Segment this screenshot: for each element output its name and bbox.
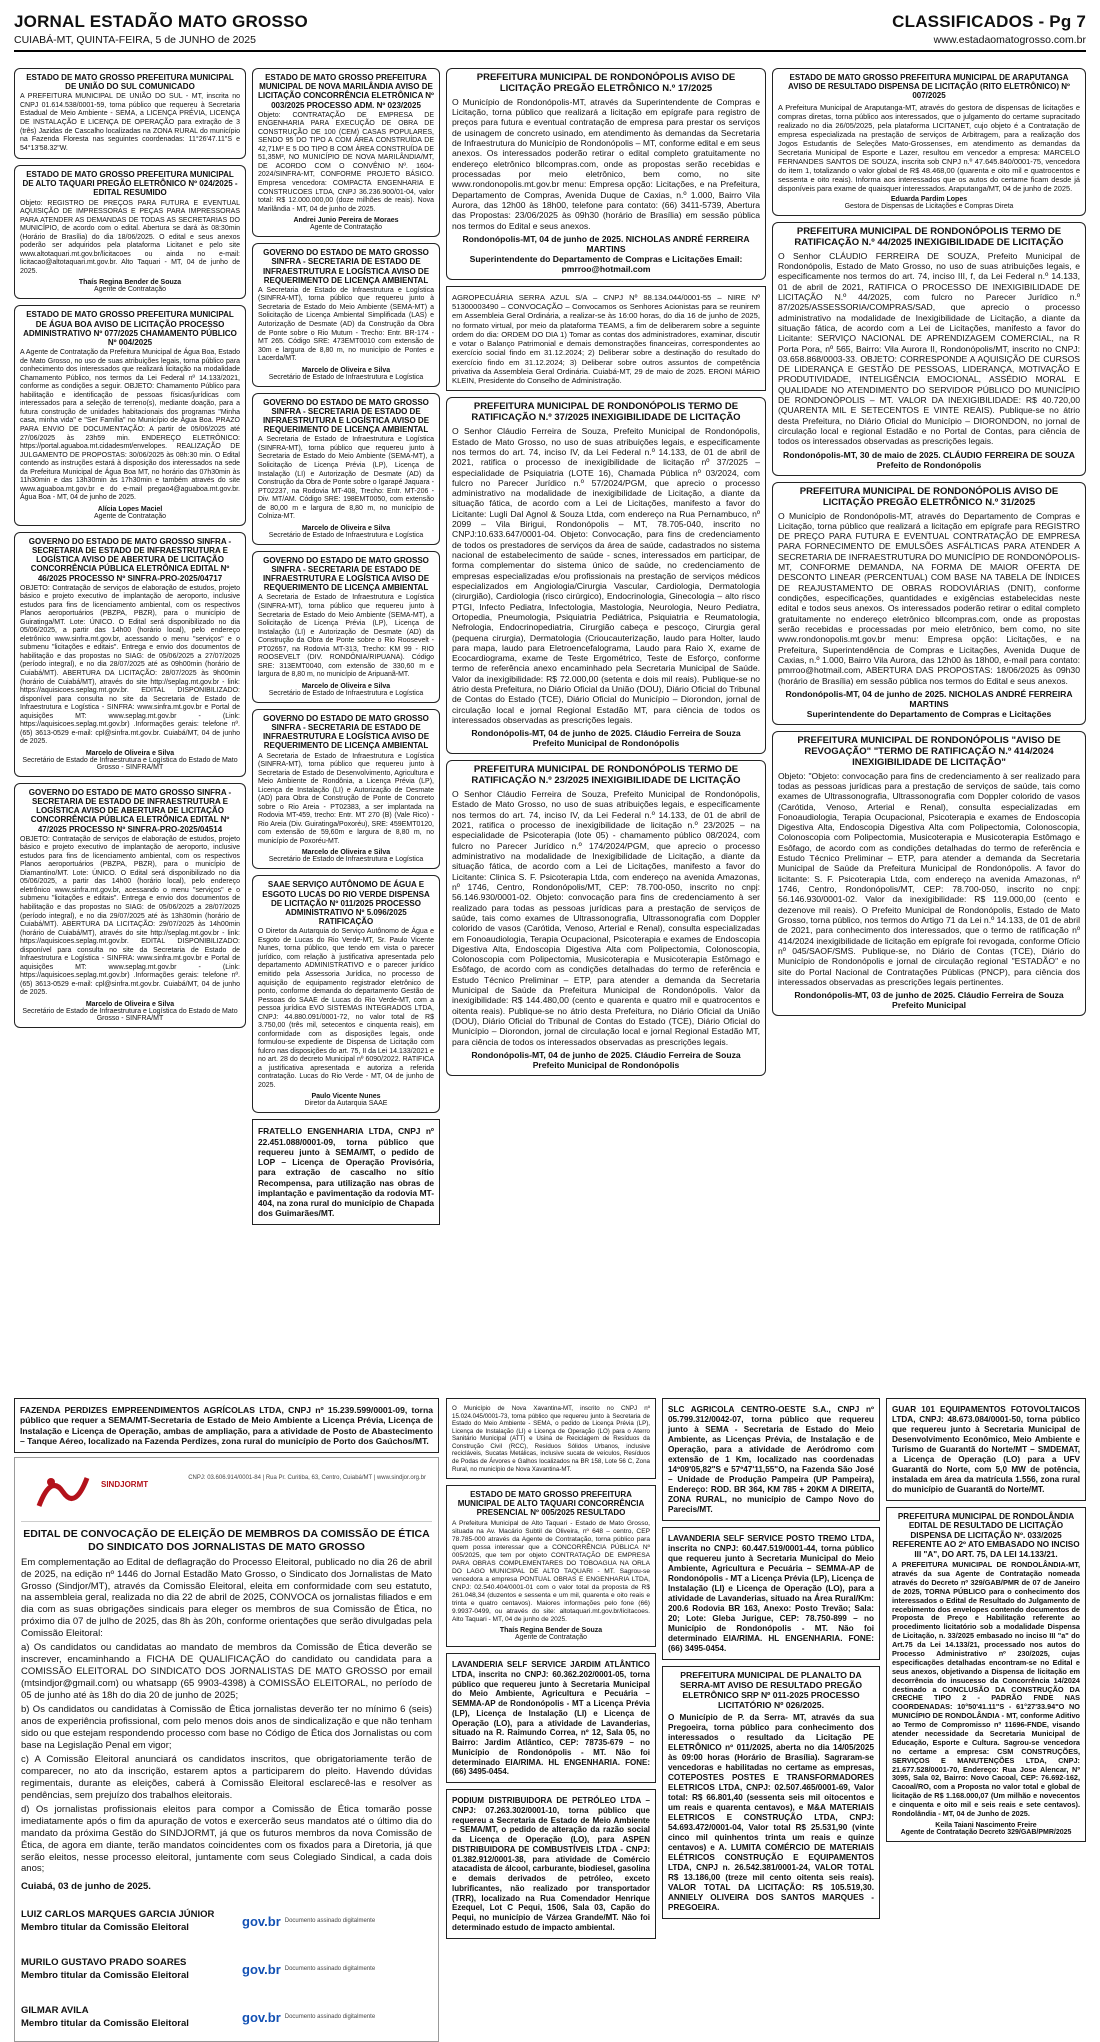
- notice-title: SAAE SERVIÇO AUTÔNOMO DE ÁGUA E ESGOTO LUCAS DO RIO VERDE DISPENSA DE LICITAÇÃO Nº 011/2025 PROCESSO ADMINISTRATIVO Nº 5.096/2025 RATIFICAÇÃO: [262, 880, 430, 927]
- notice-role: Agente de Contratação: [310, 224, 382, 232]
- notice-rondolandia: [886, 1507, 1086, 1842]
- notice-body: A Secretaria de Estado de Infraestrutura e Logística (SINFRA-MT), torna público que requereu junto à Secretaria de Estado do Meio Ambiente (SEMA-MT), a Solicitação de Licença Prévia (LP), Licença de Instalação (LI) e Autorização de Desmate (AD) da Construção da Obra de Ponte sobre o Igarapé Jaquara - PT02237, na Rodovia MT-408, Trecho: Entr. MT-206 - Div. MT/AM. Código SRE: 198EMT0050, com extensão de 80,00 m e largura de 8,80 m, no município de Colniza-MT.: [258, 436, 434, 521]
- notice-lavanderia-tremo: [662, 1527, 880, 1660]
- section-title: CLASSIFICADOS - Pg 7: [892, 12, 1086, 31]
- notice-slc-agricola: [662, 1398, 880, 1521]
- notice-body: A Secretaria de Estado de Infraestrutura e Logística (SINFRA-MT), torna público que requereu junto à Secretaria de Estado do Meio Ambiente (SEMA-MT), a Solicitação de Licença Prévia (LP), Licença de Instalação (LI) e Autorização de Desmate (AD) da Construção da Obra de Ponte sobre o Rio Roosevelt - PT02657, na Rodovia MT-313, Trecho: KM 99 - RIO ROOSEVELT (DIV. RONDÔNIA/RIPUANA). Código SRE: 313EMT0040, com extensão de 330,60 m e largura de 8,80 m, no município de Aripuanã-MT.: [258, 594, 434, 679]
- notice-saae-lucas: [252, 875, 440, 1113]
- notice-body: A PREFEITURA MUNICIPAL DE RONDOLÂNDIA-MT, através da sua Agente de Contratação nomeada através do Decreto nº 329/GAB/PMR de 07 de Janeiro de 2025, TORNA PÚBLICO para o conhecimento dos interessados o Edital de Resultado do Julgamento de recebimento dos envelopes contendo documentos de Proposta de Preço e Habilitação referente ao procedimento licitatório sob a modalidade Dispensa de Licitação, n. 33/2025 embasado no inciso III "a" do Art.75 da Lei 14.133/21, processado nos autos do Processo Administrativo nº 230/2025, cujas especificações detalhadas encontram-se no Edital e seus anexos, objetivando a Dispensa de licitação em decorrência do insucesso da Concorrência 14/2024 destinado a CONCLUSÃO DA CONSTRUÇÃO DA CRECHE TIPO 2 - PADRÃO FNDE NAS COORDENADAS: 10°50'41.11"S - 61°27'33.94"O NO MUNICÍPIO DE RONDOLÂNDIA - MT, conforme Aditivo ao Termo de Compromisso nº 11696-FNDE, visando atender necessidade da Secretaria Municipal de Educação, Esporte e Cultura. Sagrou-se vencedora no certame a empresa: CSM CONSTRUÇÕES, SERVIÇOS E MANUTENÇÕES LTDA, CNPJ: 21.677.528/0001-70, Endereço: Rua Jose Alencar, Nº 3095, Sala 02, Bairro: Novo Cacoal, CEP: 76.692-162, Cacoal/RO, com a Proposta no valor total e global de licitação de R$ 1.168.000,07 (Um milhão e novecentos e cinquenta e oito mil e seis reais e sete centavos). Rondolândia - MT, 04 de Junho de 2025.: [892, 1560, 1080, 1819]
- bottom-column-2: [446, 1398, 656, 1945]
- notice-title: PREFEITURA MUNICIPAL DE PLANALTO DA SERRA-MT AVISO DE RESULTADO PREGÃO ELETRÔNICO SRP Nº 011-2025 PROCESSO LICITATÓRIO Nº 026/2025.: [679, 1670, 863, 1710]
- edital-paragraph: d) Os jornalistas profissionais eleitos para compor a Comissão de Ética tomarão posse imediatamente após o fim da apuração de votos e exercerão seus mandatos até o último dia do mandato da próxima Gestão do SINDJORMT, já que os futuros membros da nova Comissão de Ética, de agora em diante, terão mandatos coincidentes com os fixados para a Diretoria, já que serão eleitos, nesse processo eleitoral, juntamente com seus Colegiado Sindical, a cada dois anos;: [21, 1804, 432, 1875]
- notice-body: OBJETO: Contratação de serviços de elaboração de estudos, projeto básico e projeto executivo de implantação de aeroporto, inclusive estudos para fins de licenciamento ambiental, com os respectivos Planos aeroportuários (PBZPA, PBZR), para o município de Diamantino/MT. Lote: ÚNICO. O Edital será disponibilizado no dia 05/06/2025, a partir das 14h00 (horário local), pelo endereço eletrônico www.sinfra.mt.gov.br, acessando o menu "serviços" e o submenu "licitações e editais". Entrega e envio dos documentos de habilitação e das propostas no SIAG: de 05/06/2025 a 28/07/2025 (período integral), e no dia 29/07/2025 até às 13h30min (horário de Cuiabá/MT). ABERTURA DA LICITAÇÃO: 29/07/2025 às 14h00min (horário de Cuiabá/MT), através do site http://seplag.mt.gov.br - link: https://aquisicoes.seplag.mt.gov.br. EDITAL DISPONIBILIZADO: disponível para consulta no site da Secretaria de Estado de Infraestrutura e Logística - SINFRA: www.sinfra.mt.gov.br e Portal de aquisições MT: www.seplag.mt.gov.br - (Link: https://aquisicoes.seplag.mt.gov.br) .Informações gerais: telefone nº. (65) 3613-0529 e-mail: cpl@sinfra.mt.gov.br. Cuiabá/MT, 04 de junho de 2025.: [20, 835, 240, 997]
- notice-role: Agente de Contratação Decreto 329/GAB/PMR/2025: [900, 1828, 1072, 1836]
- notice-title: PREFEITURA MUNICIPAL DE RONDONÓPOLIS TERMO DE RATIFICAÇÃO N.º 23/2025 INEXIGIBILIDADE DE LICITAÇÃO: [471, 764, 741, 787]
- notice-title: PREFEITURA MUNICIPAL DE RONDONÓPOLIS TERMO DE RATIFICAÇÃO N.º 44/2025 INEXIGIBILIDADE DE LICITAÇÃO: [794, 225, 1064, 248]
- notice-title: ESTADO DE MATO GROSSO PREFEITURA MUNICIPAL DE ALTO TAQUARI PREGÃO ELETRÔNICO Nº 024/2025 - EDITAL RESUMIDO: [22, 170, 238, 198]
- notice-sinfra-licenca-2: [252, 393, 440, 545]
- sindicato-contact: CNPJ: 03.606.914/0001-84 | Rua Pr. Curitiba, 63, Centro, Cuiabá/MT | www.sindjor.org.br: [188, 1474, 426, 1481]
- masthead: [14, 10, 1086, 52]
- notice-title: PREFEITURA MUNICIPAL DE RONDONÓPOLIS AVISO DE LICITAÇÃO PREGÃO ELETRÔNICO N.º 31/2025: [799, 485, 1059, 508]
- column-3: [446, 68, 766, 1082]
- signatory-role: Membro titular da Comissão Eleitoral: [21, 1969, 189, 1981]
- notice-body: SLC AGRICOLA CENTRO-OESTE S.A., CNPJ nº 05.799.312/0042-07, torna público que requereu junto à SEMA - Secretaria de Estado do Meio Ambiente, as Licenças Prévia, de Instalação e de Operação, para a atividade de Aeródromo com extensão de 1 Km, localizado nas coordenadas 14º09'05,82"S e 57º47'11,55"O, na Fazenda São José – Unidade de Produção Pampeira (UP Pampeira), Endereço: ROD. BR 364, KM 785 + 20KM A DIREITA, ZONA RURAL, no município de Campo Novo do Parecis/MT.: [668, 1405, 874, 1514]
- notice-signature: Marcelo de Oliveira e Silva: [301, 682, 391, 690]
- notice-signature: Marcelo de Oliveira e Silva: [85, 749, 175, 757]
- notice-guar-101: [886, 1398, 1086, 1501]
- notice-sinfra-licenca-1: [252, 243, 440, 387]
- notice-title: ESTADO DE MATO GROSSO PREFEITURA MUNICIPAL DE NOVA MARILÂNDIA AVISO DE LICITAÇÃO CONCORRÊNCIA ELETRÔNICA Nº 003/2025 PROCESSO ADM. Nº 023/2025: [258, 73, 434, 110]
- notice-rondonopolis-pregao-17: [446, 68, 766, 280]
- notice-rondonopolis-revogacao: [772, 731, 1086, 1016]
- notice-body: Objeto: CONTRATAÇÃO DE EMPRESA DE ENGENHARIA PARA EXECUÇÃO DE OBRA DE CONSTRUÇÃO DE 100 (CEM) CASAS POPULARES, SENDO 95 DO TIPO A COM ÁREA CONSTRUÍDA DE 42,71M² E 5 DO TIPO B COM ÁREA CONSTRUÍDA DE 51,35M², NO MUNICÍPIO DE NOVA MARILÂNDIA/MT, DE ACORDO COM O CONVÊNIO Nº. 1604-2024/SINFRA-MT, CONFORME PROJETO BÁSICO. Empresa vencedora: COMPACTA ENGENHARIA E CONSTRUCOES LTDA, CNPJ 36.236.900/01-04, valor total: R$ 12.000.000,00 (doze milhões de reais). Nova Marilândia - MT, 04 de junho de 2025.: [258, 111, 434, 213]
- govbr-logo: gov.br: [242, 1914, 281, 1930]
- notice-nova-xavantina: [446, 1398, 656, 1479]
- notice-signature: Paulo Vicente Nunes: [311, 1093, 381, 1101]
- notice-signature: Rondonópolis-MT, 30 de maio de 2025. CLÁUDIO FERREIRA DE SOUZA: [783, 449, 1075, 460]
- notice-rondonopolis-ratificacao-44: [772, 222, 1086, 476]
- notice-title: PREFEITURA MUNICIPAL DE RONDONÓPOLIS AVISO DE LICITAÇÃO PREGÃO ELETRÔNICO N.º 17/2025: [476, 72, 736, 94]
- notice-signature: Marcelo de Oliveira e Silva: [301, 524, 391, 532]
- notice-signature: Eduarda Pardim Lopes: [890, 195, 968, 203]
- notice-nova-marilandia: [252, 68, 440, 237]
- edital-date: Cuiabá, 03 de junho de 2025.: [21, 1881, 151, 1893]
- notice-lavanderia-jardim: [446, 1653, 656, 1783]
- notice-araputanga: [772, 68, 1086, 216]
- signatory: [21, 1957, 189, 1982]
- notice-alto-taquari-resultado: [446, 1485, 656, 1647]
- notice-body: FRATELLO ENGENHARIA LTDA, CNPJ nº 22.451.088/0001-09, torna público que requereu junto à SEMA/MT, o pedido de LOP – Licença de Operação Provisória, para extração de cascalho no sítio Recompensa, para utilização nas obras de implantação e pavimentação da rodovia MT-404, na zona rural do município de Chapada dos Guimarães/MT.: [258, 1126, 434, 1219]
- notice-role: Secretário de Estado de Infraestrutura e Logística: [268, 531, 424, 539]
- notice-body: AGROPECUÁRIA SERRA AZUL S/A – CNPJ Nº 88.134.044/0001-55 – NIRE Nº 51300003490 – CONVOCAÇÃO – Convocamos os Senhores Acionistas para se reunirem em Assembleia Geral Ordinária, a realizar-se às 16:00 horas, do dia 16 de junho de 2025, no formato virtual, por meio da plataforma TEAMS, a fim de deliberarem sobre a seguinte ordem do dia: ORDEM DO DIA 1) Tomar as contas dos administradores, examinar, discutir e votar o Balanço Patrimonial e demais demonstrações financeiras, correspondentes ao exercício social findo em 31.12.2024; 2) Deliberar sobre a destinação do resultado do exercício findo em 31.12.2024; 3) Deliberar sobre outros assuntos de competência privativa da Assembleia Geral Ordinária. Cuiabá-MT, 29 de maio de 2025. ERONI MÁRIO KLEIN, Presidente do Conselho de Administração.: [452, 292, 760, 386]
- notice-sinfra-edital-47: [14, 783, 246, 1028]
- notice-role: Secretário de Estado de Infraestrutura e Logística: [268, 689, 424, 697]
- notice-sinfra-licenca-4: [252, 709, 440, 870]
- edital-paragraph: Em complementação ao Edital de deflagração do Processo Eleitoral, publicado no dia 26 de abril de 2025, na edição nº 1446 do Jornal Estadão Mato Grosso, o Sindicato dos Jornalistas de Mato Grosso (Sindjor/MT), através da Comissão Eleitoral, eleita em conformidade com seu estatuto, na assembleia geral, realizada no dia 22 de abril de 2025, CONVOCA os jornalistas filiados e em dia com as suas obrigações sindicais para eleger os membros de sua Comissão de Ética, no próximo dia 07 de julho de 2025, das 8h às 20h, conforme orientações que serão divulgadas pela Comissão Eleitoral:: [21, 1557, 432, 1639]
- signatory-name: GILMAR AVILA: [21, 2005, 89, 2017]
- notice-body: A Secretaria de Estado de Infraestrutura e Logística (SINFRA-MT), torna público que requereu junto à Secretaria de Estado de Desenvolvimento, Agricultura e Meio Ambiente de Rondônia, a Licença Prévia (LP), Licença de Instalação (LI) e Autorização de Desmate (AD) para Obra de Construção de Ponte de Concreto sobre o Rio Areia - PT02383, a ser implantada na Rodovia MT-459, trecho: Entr. MT 270 (B) (Vale Rico) - Rio Areia (Div. Guiratinga/Poxoréu), SRE: 459EMT0120, com extensão de 59,60m e largura de 8,80 m, no município de Poxoréu-MT.: [258, 752, 434, 845]
- notice-title: ESTADO DE MATO GROSSO PREFEITURA MUNICIPAL DE ALTO TAQUARI CONCORRÊNCIA PRESENCIAL Nº 005/2025 RESULTADO: [457, 1490, 645, 1518]
- notice-alto-taquari-pregao: [14, 165, 246, 299]
- edital-title: EDITAL DE CONVOCAÇÃO DE ELEIÇÃO DE MEMBROS DA COMISSÃO DE ÉTICA DO SINDICATO DOS JORNALISTAS DE MATO GROSSO: [23, 1527, 430, 1553]
- notice-title: PREFEITURA MUNICIPAL DE RONDONÓPOLIS "AVISO DE REVOGAÇÃO" "TERMO DE RATIFICAÇÃO N.º 414/2024 INEXIGIBILIDADE DE LICITAÇÃO": [797, 734, 1061, 768]
- notice-body: Objeto: "Objeto: convocação para fins de credenciamento à ser realizado para todas as pessoas jurídicas para a prestação de serviços de saúde, tais como exames de Ultrassonografia, Ultrassonografia com Doppler colorido de vasos (Carótida, Venoso, Arterial e Renal), consulta especializadas em Fonoaudiologia, Terapia Ocupacional, Psicoterapia e exames de Endoscopia Digestiva Alta, Endoscopia Digestiva Alta com Polipectomia, Colonoscopia, Colonoscopia com Polipectomia, Musicoterapia e Musicoterapia Estômago e Esôfago, de acordo com as condições detalhadas do termo de referência e Estudo Técnico Preliminar – ETP, para atender a demanda da Secretaria Municipal de Saúde da Prefeitura Municipal de Rondonópolis. A favor do licitante: S. F. Psicoterapia Ltda, com endereço na avenida Amazonas, nº 1746, Centro, Rondonópolis/MT, CEP: 78.700-050, inscrito no cnpj: 56.146.930/0001-02. Valor da inexigibilidade: R$ 119.000,00 (cento e dezenove mil reais). O Prefeito Municipal de Rondonópolis, Estado de Mato Grosso, torna público, nos termos do Artigo 71 da Lei n.º 14.133, de 01 de abril de 2021, para conhecimento dos interessados, que o termo de ratificação nº 414/2024 inexigibilidade de licitação em epígrafe foi revogada, conforme Ofício nº 045/SAOF/SMS. Publique-se, no Diário de Contas (TCE), Diário do Município de Rondonópolis e jornal de circulação regional "ESTADÃO" e no site do Portal Nacional de Contratações Públicas (PNCP), para ciência dos interessados observadas as prescrições legais pertinentes.: [778, 770, 1080, 987]
- notice-signature: Marcelo de Oliveira e Silva: [301, 366, 391, 374]
- notice-body: A PREFEITURA MUNICIPAL DE UNIÃO DO SUL - MT, inscrita no CNPJ 01.614.538/0001-59, torna público que requereu à Secretaria Estadual de Meio Ambiente - SEMA, a LICENÇA PRÉVIA, LICENÇA DE INSTALAÇÃO E LICENÇA DE OPERAÇÃO para extração de 3 (três) Jazidas de Cascalho localizadas na ZONA RURAL do município na Fazenda Floresta nas seguintes coordenadas: 11°26'47.11"S e 54°13'58.32"W.: [20, 93, 240, 152]
- notice-role: Secretário de Estado de Infraestrutura e Logística: [268, 373, 424, 381]
- govbr-logo: gov.br: [242, 1962, 281, 1978]
- govbr-signature-stamp: [242, 1962, 432, 1977]
- notice-role: Diretor da Autarquia SAAE: [304, 1100, 388, 1108]
- notice-body: O Município de Rondonópolis-MT, através do Departamento de Compras e Licitação, torna público que realizará a licitação em epígrafe para REGISTRO DE PREÇO PARA FUTURA E EVENTUAL CONTRATAÇÃO DE EMPRESA PARA FORNECIMENTO DE EMULSÕES ASFÁLTICAS PARA ATENDER A SECRETARIA DE INFRAESTRUTURA DO MUNICÍPIO DE RONDONÓPOLIS-MT, CONFORME DEMANDA, NA FORMA DE MAIOR OFERTA DE DESCONTO LINEAR (PERCENTUAL) COM BASE NA TABELA DE ÍNDICES DE REAJUSTAMENTO DE OBRAS RODOVIÁRIAS (DNIT), conforme condições, especificações, quantidades e exigências estabelecidas neste edital e todos seus anexos. Os interessados poderão retirar o edital completo gratuitamente no endereço eletrônico bllcompras.com, onde as propostas serão recebidas e processadas por meio eletrônico, bem como, no site www.rondonopolis.mt.gov.br menu: Empresa opção: Licitações, e na Prefeitura, Superintendência de Compras e Licitações, Avenida Duque de Caxias, n.º 1.000, Bairro Vila Aurora, das 12h00 às 18h00, e-mail para contato: pmrroo@hotmail.com, ABERTURA DAS PROPOSTAS: 18/06/2025 às 09h30 (horário de Brasília) em sessão pública nos termos do Edital e seus anexos.: [778, 510, 1080, 686]
- notice-role: Secretário de Estado de Infraestrutura e Logística: [268, 856, 424, 864]
- notice-role: Superintendente do Departamento de Compras e Licitações: [806, 708, 1052, 719]
- notice-fratello: [252, 1119, 440, 1224]
- govbr-signature-stamp: [242, 1914, 432, 1929]
- notice-title: PREFEITURA MUNICIPAL DE RONDONÓPOLIS TERMO DE RATIFICAÇÃO N.º 37/2025 INEXIGIBILIDADE DE LICITAÇÃO: [471, 401, 741, 424]
- signatory: [21, 1909, 214, 1934]
- notice-podium: [446, 1789, 656, 1939]
- notice-body: O Senhor Cláudio Ferreira de Souza, Prefeito Municipal de Rondonópolis, Estado de Mato Grosso, no uso de suas atribuições legais, e especificamente nos termos do art. 74, inciso IV, da Lei Federal n.º 14.133, de 01 de abril de 2021, ratifica o processo de inexigibilidade de licitação nº 37/2025 – especialidade de Psiquiatria (LOTE 16), Chamada Pública nº 03/2024, com fulcro no Parecer Jurídico n.º 57/2024/PGM, que aprecio o processo administrativo na modalidade de inexigibilidade de Licitação, a diante da situação fática, de acordo com a Lei de Licitações, manifesto a favor do Licitante: Lugli Dal Agnol & Souza Ltda, com endereço na Rua Pernambuco, nº 2099 – Vila Birigui, Rondonópolis – MT, 78.705-040, inscrito no CNPJ:10.633.647/0001-04. Objeto: Convocação, para fins de credenciamento de todos os prestadores de serviços da área de saúde, cadastrados no sistema nacional de estabelecimento de saúde - scnes, interessados em participar, de forma complementar do sistema único de saúde, no credenciamento de empresas especializadas e/ou profissionais na prestação de serviços médicos especializados em Angiologia/Cirurgia Vascular, Cardiologia, Dermatologia (cirurgião), Cardiologia (risco cirúrgico), Endocrinologia, Ginecologia – alto risco PTGI, Infecto Pediatra, Infectologia, Mastologia, Neurologia, Neuro Pediatra, Ortopedia, Pneumologia, Psiquiatria Pediátrica, Psiquiatria e Reumatologia, Nefrologia, Endocrinopediatria, Cirurgião cabeça e pescoço, Cirurgia geral (pequena cirurgia), Dermatologia (Crioucauterização, laudo para Holter, laudo para mapa, laudo para Eletroencefalograma, Laudo para Raio X, exame de Ecocardiograma, exame de Teste Ergométrico, Teste de Esforço, conforme termo de referência anexo encaminhado pela Secretaria Municipal de Saúde. Valor da inexigibilidade: R$ 72.000,00 (setenta e dois mil reais). Publique-se no átrio desta Prefeitura, no Diário Oficial da União (DOU), Diário Oficial do Tribunal de Contas do Estado (TCE), Diário Oficial do Município – Diorondon, jornal de circulação local e jornal Regional Estadão MT, para ciência de todos os interessados observadas as prescrições legais.: [452, 426, 760, 725]
- notice-signature: Alícia Lopes Maciel: [97, 505, 163, 513]
- notice-body: O Município de P. da Serra- MT, através da sua Pregoeira, torna público para conhecimento dos interessados o resultado da Licitação PE ELETRÔNICO nº 011/2025, aberta no dia 14/05/2025 às 09:00 horas (Horário de Brasília). Sagraram-se vencedoras e habilitadas no certame as empresas, COTEPOSTES POSTES E TRANSFORMADORES ELETRICOS LTDA, CNPJ: 02.507.465/0001-69, Valor total: R$ 66.801,40 (sessenta seis mil oitocentos e um reais e quarenta centavos), e M&A MATERIAIS ELETRICOS E CONSTRUÇÃO LTDA, CNPJ: 54.693.472/0001-04, Valor total R$ 25.531,90 (vinte cinco mil quinhentos trinta um reais e quinze centavos) e A. LUMITA COMÉRCIO DE MATERIAIS ELÉTRICOS CONSTRUÇÃO E EQUIPAMENTOS LTDA, CNPJ n. 26.542.381/0001-24, VALOR TOTAL R$ 13.186,00 (treze mil cento oitenta seis reais). VALOR TOTAL DA LICITAÇÃO: R$ 105.519,30. ANNIELY OLIVEIRA DOS SANTOS MARQUES - PREGOEIRA.: [668, 1712, 874, 1912]
- notice-body: PODIUM DISTRIBUIDORA DE PETRÓLEO LTDA – CNPJ: 07.263.302/0001-10, torna público que requereu a Secretaria de Estado de Meio Ambiente – SEMA/MT, o pedido de alteração da razão social da Licença de Operação (LO), para ASPEN DISTRIBUIDORA DE COMBUSTÍVEIS LTDA - CNPJ: 01.382.912/0001-38, para atividade de Comércio atacadista de álcool, carburante, biodiesel, gasolina e demais derivados de petróleo, exceto lubrificantes, não realizado por transportador (TRR), localizado na Rua Comendador Henrique Ezequel, Lot C Pequi, 1506, Sala 03, Capão do Pequi, no município de Várzea Grande/MT. Não foi determinado estudo de impacto ambiental.: [452, 1796, 650, 1932]
- notice-body: A Prefeitura Municipal de Alto Taquari - Estado de Mato Grosso, situada na Av. Macário Subtil de Oliveira, nº 648 – centro, CEP 78.785-000 através da Agente de Contratação, torna público para quem possa interessar que a CONCORRÊNCIA PÚBLICA Nº 005/2025, que tem por objeto CONTRATAÇÃO DE EMPRESA PARA OBRAS COMPLEMENTARES DO TOBOAGUA NA ORLA DO LAGO MUNICIPAL DE ALTO TAQUARI - MT. Sagrou-se vencedora a empresa PONTUAL OBRAS E ENGENHARIA LTDA, CNPJ: 02.540.404/0001-01 com o valor total da proposta de R$ 261.048,34 (duzentos e sessenta e um mil, quarenta e oito reais e trinta e quatro centavos). Maiores informações pelo fone (66) 9.9937-0499, ou através do site: altotaquari.mt.gov.br/licitacoes. Alto Taquari - MT, 04 de junho de 2025.: [452, 1519, 650, 1623]
- govbr-logo: gov.br: [242, 2010, 281, 2026]
- masthead-right: [892, 12, 1086, 46]
- govbr-caption: Documento assinado digitalmente: [284, 1917, 376, 1924]
- notice-title: GOVERNO DO ESTADO DE MATO GROSSO SINFRA - SECRETARIA DE ESTADO DE INFRAESTRUTURA E LOGÍSTICA AVISO DE REQUERIMENTO DE LICENÇA AMBIENTAL: [262, 713, 430, 751]
- signatory-role: Membro titular da Comissão Eleitoral: [21, 2017, 189, 2029]
- notice-body: A Agente de Contratação da Prefeitura Municipal de Água Boa, Estado de Mato Grosso, no uso de suas atribuições legais, torna público para conhecimento dos interessados que realizará licitação na modalidade Chamamento Público, nos termos da Lei Federal nº 14.133/2021, conforme as condições a seguir. OBJETO: Chamamento Público para habilitação e identificação de pessoas físicas/jurídicas com interessados para a seleção de terreno(s), mediante doação, para a futura construção de unidades habitacionais dos programas "Minha casa, minha vida" e "Ser Família" no Município de Água Boa. PRAZO PARA ENVIO DE DOCUMENTAÇÃO: A partir de 05/06/2025 até 27/06/2025 às 23h59 min. ENDEREÇO ELETRÔNICO: https://portal.aguaboa.mt.cidadesmt/envelopes. REALIZAÇÃO DE JULGAMENTO DE PROPOSTAS: 30/06/2025 às 08h:30 min. O Edital contendo as instruções estará à disposição dos interessados na sede da Prefeitura Municipal de Água Boa MT, no horário das 07h30min às 11h30min e das 13h30min às 17h30min e também através do site www.aguaboa.mt.gov.br e do e-mail pregao4@aguaboa.mt.gov.br. Água Boa - MT, 04 de junho de 2025.: [20, 349, 240, 502]
- signatory: [21, 2005, 189, 2030]
- notice-signature: Marcelo de Oliveira e Silva: [85, 1000, 175, 1008]
- sindicato-header: [21, 1462, 432, 1522]
- notice-signature: Thaís Regina Bender de Souza: [78, 279, 182, 287]
- bottom-column-3: [662, 1398, 880, 1925]
- notice-planalto-da-serra: [662, 1666, 880, 1919]
- notice-role: Secretário de Estado de Infraestrutura e Logística do Estado de Mato Grosso - SINFRA/MT: [22, 756, 238, 771]
- notice-signature: Thaís Regina Bender de Souza: [499, 1627, 603, 1635]
- govbr-caption: Documento assinado digitalmente: [284, 2013, 376, 2020]
- signatory-row: [21, 1903, 432, 1941]
- signatory-row: [21, 1951, 432, 1989]
- edital-paragraph: c) A Comissão Eleitoral anunciará os candidatos inscritos, que obrigatoriamente terão de comparecer, no ato da inscrição, estarem aptos a participarem do pleito. Havendo dúvidas regimentais, durante as eleições, caberá à Comissão Eleitoral esclarecê-las e resolver as pendências, sem prejuízo dos trabalhos eleitorais.: [21, 1754, 432, 1801]
- signatory-role: Membro titular da Comissão Eleitoral: [21, 1921, 189, 1933]
- notice-role: Prefeito Municipal de Rondonópolis: [532, 1059, 680, 1070]
- dateline: CUIABÁ-MT, QUINTA-FEIRA, 5 de JUNHO de 2025: [14, 34, 256, 46]
- notice-role: Prefeito de Rondonópolis: [876, 459, 982, 470]
- notice-title: GOVERNO DO ESTADO DE MATO GROSSO SINFRA - SECRETARIA DE ESTADO DE INFRAESTRUTURA E LOGÍSTICA AVISO DE ABERTURA DE LICITAÇÃO CONCORRÊNCIA PÚBLICA ELETRÔNICA EDITAL Nº 47/2025 PROCESSO Nº SINFRA-PRO-2025/04514: [28, 787, 232, 834]
- notice-body: LAVANDERIA SELF SERVICE POSTO TREMO LTDA, inscrita no CNPJ: 60.447.519/0001-44, torna público que requereu junto à Secretaria Municipal do Meio Ambiente, Agricultura e Pecuária – SEMMA-AP de Rondonópolis - MT a Licença Prévia (LP), Licença de Instalação (LI) e Licença de Operação (LO), para a atividade de Lavanderias, situado na Área Rural/Km: 200.6 Rodovia BR 163, Anexo: Posto Trevão; Sala: 20; Lote: Gleba Jurigue, CEP: 78.750-899 – no Município de Rondonópolis - MT. Não foi determinado EIA/RIMA. HL ENGENHARIA. FONE: (66) 3495-0454.: [668, 1534, 874, 1653]
- bottom-left-block: [14, 1398, 439, 2042]
- notice-signature: Andrei Junio Pereira de Moraes: [293, 217, 399, 225]
- website-link[interactable]: www.estadaomatogrosso.com.br: [933, 34, 1086, 46]
- notice-role: Agente de Contratação: [94, 286, 166, 294]
- notice-rondonopolis-ratificacao-23: [446, 760, 766, 1076]
- notice-title: ESTADO DE MATO GROSSO PREFEITURA MUNICIPAL DE ARAPUTANGA AVISO DE RESULTADO DISPENSA DE LICITAÇÃO (RITO ELETRÔNICO) Nº 007/2025: [788, 73, 1070, 101]
- notice-body: OBJETO: Contratação de serviços de elaboração de estudos, projeto básico e projeto executivo de implantação de aeroporto, inclusive estudos para fins de licenciamento ambiental, com os respectivos Planos aeroportuários (PBZPA, PBZR), para o município de Guiratinga/MT. Lote: ÚNICO. O Edital será disponibilizado no dia 05/06/2025, a partir das 14h00 (horário local), pelo endereço eletrônico www.sinfra.mt.gov.br, acessando o menu "serviços" e o submenu "licitações e editais". Entrega e envio dos documentos de habilitação e das propostas no SIAG: de 05/06/2025 a 27/07/2025 (período integral), e no dia 28/07/2025 até as 09h00min (horário de Cuiabá/MT). ABERTURA DA LICITAÇÃO: 28/07/2025 às 9h00min (horário de Cuiabá/MT), através do site http://seplag.mt.gov.br - link: https://aquisicoes.seplag.mt.gov.br. EDITAL DISPONIBILIZADO: disponível para consulta no site da Secretaria de Estado de Infraestrutura e Logística - SINFRA: www.sinfra.mt.gov.br e Portal de aquisições MT: www.seplag.mt.gov.br - (Link: https://aquisicoes.seplag.mt.gov.br) .Informações gerais: telefone nº. (65) 3613-0529 e-mail: cpl@sinfra.mt.gov.br. Cuiabá/MT, 04 de junho de 2025.: [20, 584, 240, 746]
- notice-title: GOVERNO DO ESTADO DE MATO GROSSO SINFRA - SECRETARIA DE ESTADO DE INFRAESTRUTURA E LOGÍSTICA AVISO DE ABERTURA DE LICITAÇÃO CONCORRÊNCIA PÚBLICA ELETRÔNICA EDITAL Nº 46/2025 PROCESSO Nº SINFRA-PRO-2025/04717: [28, 536, 232, 583]
- notice-role: Gestora de Dispensas de Licitações e Compras Direta: [844, 202, 1014, 210]
- notice-role: Superintendente do Departamento de Compras e Licitações Email: pmrroo@hotmail.com: [469, 253, 743, 274]
- notice-sinfra-licenca-3: [252, 551, 440, 703]
- notice-title: ESTADO DE MATO GROSSO PREFEITURA MUNICIPAL DE ÁGUA BOA AVISO DE LICITAÇÃO PROCESSO ADMINISTRATIVO Nº 077/2025 CHAMAMENTO PÚBLICO Nº 004/2025: [23, 310, 237, 347]
- column-1: [14, 68, 246, 1034]
- notice-signature: Marcelo de Oliveira e Silva: [301, 849, 391, 857]
- notice-signature: Keila Taiani Nascimento Freire: [935, 1821, 1037, 1829]
- notice-body: O Senhor CLÁUDIO FERREIRA DE SOUZA, Prefeito Municipal de Rondonópolis, Estado de Mato Grosso, no uso de suas atribuições legais, e especificamente nos termos do art. 74, inciso III, f, da Lei Federal n.º 14.133, 01 de abril de 2021, RATIFICA O PROCESSO DE INEXIGIBILIDADE DE LICITAÇÃO N.º 44/2025, com fulcro no Parecer Jurídico n.º 87/2025/ASSESSORIA/COMPRAS/SAD, que aprecio o processo administrativo na modalidade de Inexigibilidade de Licitação, a diante da situação fática, de acordo com a Lei de Licitações, manifesto a favor do Licitante: SERVIÇO NACIONAL DE APRENDIZAGEM COMERCIAL, na R Porta Pora, nº 565, Bairro: Vila Aurora II, Rondonópolis/MT, inscrito no CNPJ: 03.658.868/0003-33. OBJETO: CORRESPONDE A AQUISIÇÃO DE CURSOS DE LIDERANÇA E GESTÃO DE PESSOAS, LIDERANÇA, MOTIVAÇÃO E PRODUTIVIDADE, INTELIGÊNCIA EMOCIONAL, ASSÉDIO MORAL E QUALIDADE NO ATENDIMENTO DO SERVIDOR PÚBLICO DO MUNICÍPIO DE RONDONÓPOLIS – MT. VALOR DA INEXIGIBILIDADE: R$ 40.720,00 (QUARENTA MIL E SETECENTOS E VINTE REAIS). Publique-se no átrio desta Prefeitura, no Diário Oficial do Município – DIORONDON, no jornal de circulação local e regional Estadão e no Portal de Contas, para ciência de todos os interessados observadas as prescrições legais.: [778, 250, 1080, 447]
- signatory-name: LUIZ CARLOS MARQUES GARCIA JÚNIOR: [21, 1909, 215, 1921]
- edital-body: [21, 1557, 432, 1893]
- notice-agua-boa: [14, 305, 246, 525]
- notice-role: Prefeito Municipal: [891, 1000, 966, 1011]
- notice-signature: Rondonópolis-MT, 04 de junho de 2025. Cláudio Ferreira de Souza: [471, 728, 741, 739]
- notice-body: Objeto: REGISTRO DE PREÇOS PARA FUTURA E EVENTUAL AQUISIÇÃO DE IMPRESSORAS E PEÇAS PARA IMPRESSORAS PARA ATENDER AS DEMANDAS DE TODAS AS SECRETARIAS DO MUNICÍPIO, de acordo com o edital. Abertura se dará às 08:30min (Horário de Brasília) do dia 18/06/2025. O edital e seus anexos poderão ser adquiridos pela plataforma Licitanet e pelo site www.altotaquari.mt.gov.br/licitacoes ou ainda no e-mail: licitacao@altotaquari.mt.gov.br. Alto Taquari - MT, 04 de junho de 2025.: [20, 199, 240, 275]
- column-2: [252, 68, 440, 1231]
- notice-body: O Município de Rondonópolis-MT, através da Superintendente de Compras e Licitação, torna público que realizará a licitação em epígrafe para registro de preços para futura e eventual contratação de empresa para prestar os serviços de usinagem de concreto usinado, em atendimento às demandas da Secretaria de Infraestrutura do Município de Rondonópolis – MT, conforme edital e em seus anexos. Os interessados poderão retirar o edital completo gratuitamente no endereço eletrônico bllcompras.com, onde as propostas serão recebidas e processadas por meio eletrônico, bem como, no site www.rondonopolis.mt.gov.br menu: Empresa opção: Licitações, e na Prefeitura, Departamento de Compras, Avenida Duque de Caxias, n.º 1.000, Bairro Vila Aurora, das 12h00 às 18h00, telefone para contato: (66) 3411-5739, Abertura das Propostas: 23/06/2025 às 09h30 (horário de Brasília) em sessão pública nos termos do Edital e seus anexos.: [452, 96, 760, 231]
- newspaper-title: JORNAL ESTADÃO MATO GROSSO: [14, 12, 308, 31]
- notice-signature: Rondonópolis-MT, 04 de junho de 2025. NICHOLAS ANDRÉ FERREIRA MARTINS: [785, 688, 1073, 709]
- notice-title: ESTADO DE MATO GROSSO PREFEITURA MUNICIPAL DE UNIÃO DO SUL COMUNICADO: [26, 73, 234, 92]
- bottom-column-4: [886, 1398, 1086, 1848]
- notice-body: GUAR 101 EQUIPAMENTOS FOTOVOLTAICOS LTDA, CNPJ: 48.673.084/0001-50, torna público que requereu junto à Secretaria Municipal de Desenvolvimento Econômico, Meio Ambiente e Turismo de Guarantã do Norte/MT – SMDEMAT, a Licença de Operação (LO) para a UFV Guarantã do Norte, com 5,0 MW de potência, instalada em área da matrícula 1.556, zona rural do município de Guarantã do Norte/MT.: [892, 1405, 1080, 1494]
- notice-role: Agente de Contratação: [94, 512, 166, 520]
- notice-body: O Diretor da Autarquia do Serviço Autônomo de Água e Esgoto de Lucas do Rio Verde-MT, Sr. Paulo Vicente Nunes, torna público, que tendo em vista o parecer jurídico, com relação à justificativa apresentada pelo departamento ADMINISTRATIVO e o parecer jurídico emitido pela Assessoria Jurídica, no processo de aquisição de equipamento registrador eletrônico de ponto, conforme demanda do departamento Gestão de Pessoas do SAAE de Lucas do Rio Verde-MT, com a pessoa jurídica EVO SISTEMAS INTEGRADOS LTDA, CNPJ: 44.880.091/0001-72, no valor total de R$ 3.750,00 (três mil, setecentos e cinquenta reais), em conformidade com as disposições legais, onde formulou-se expediente de Dispensa de Licitação com fulcro nas disposições do art. 75, II da Lei 14.133/2021 e no art. 28 do decreto Municipal nº 6090/2022. RATIFICA a justificativa apresentada e autoriza a referida contratação. Lucas do Rio Verde - MT, 04 de junho de 2025.: [258, 928, 434, 1089]
- notice-rondonopolis-pregao-31: [772, 482, 1086, 725]
- notice-title: GOVERNO DO ESTADO DE MATO GROSSO SINFRA - SECRETARIA DE ESTADO DE INFRAESTRUTURA E LOGÍSTICA AVISO DE REQUERIMENTO DE LICENÇA AMBIENTAL: [262, 397, 430, 435]
- notice-body: O Senhor Cláudio Ferreira de Souza, Prefeito Municipal de Rondonópolis, Estado de Mato Grosso, no uso de suas atribuições legais, e especificamente nos termos do art. 74, inciso IV, da Lei Federal n.º 14.133, de 01 de abril de 2021, ratifica o processo de inexigibilidade de licitação n.º 23/2025 – na especialidade de Psicoterapia (lote 05) - chamamento público 08/2024, com fulcro no Parecer Jurídico n.º 174/2024/PGM, que aprecio o processo administrativo na modalidade de Inexigibilidade de Licitação, a diante da situação fática, de acordo com a Lei de Licitações, manifesto a favor do Licitante: Clinica S. F. Psicoterapia Ltda, com endereço na avenida Amazonas, nº 1746, Centro, Rondonópolis/MT, CEP: 78.700-050, inscrito no cnpj: 56.146.930/0001-02. Objeto: convocação para fins de credenciamento à ser realizado para todas as pessoas jurídicas para a prestação de serviços de saúde, tais como exames de Ultrassonografia, Ultrassonografia com Doppler colorido de vasos (Carótida, Venoso, Arterial e Renal), consulta especializadas em Fonoaudiologia, Terapia Ocupacional, Psicoterapia e exames de Endoscopia Digestiva Alta, Endoscopia Digestiva Alta com Polipectomia, Colonoscopia, Colonoscopia com Polipectomia, Musicoterapia e Musicoterapia Estômago e Esôfago, de acordo com as condições detalhadas do termo de referência e Estudo Técnico Preliminar – ETP, para atender a demanda da Secretaria Municipal de Saúde da Prefeitura Municipal de Rondonópolis. Valor da inexigibilidade: R$ 144.480,00 (cento e quarenta e quatro mil e quatrocentos e oitenta reais). Publique-se no átrio desta Prefeitura, no Diário Oficial da União (DOU), Diário Oficial do Tribunal de Contas do Estado (TCE), Diário Oficial do Município – Diorondon, jornal de circulação local e jornal Regional Estadão MT, para ciência de todos os interessados observadas as prescrições legais.: [452, 789, 760, 1047]
- notice-body: O Município de Nova Xavantina-MT, inscrito no CNPJ nº 15.024.045/0001-73, torna público que requereu junto à Secretaria de Estado do Meio Ambiente - SEMA, o pedido de Licença Prévia (LP), Licença de Instalação (LI) e Licença de Operação (LO) para o Aterro Sanitário Municipal (ATT) e Usina de Reciclagem de Resíduos da Construção Civil (RCC), Resíduos Sólidos Urbanos, inclusive recicláveis, Sucatas Metálicas, inclusive sucata de veículos, Resíduos de Podas de Árvores e Galhos localizados na BR 158, Lote 56 C, Zona Rural, no município de Nova Xavantina-MT.: [452, 1405, 650, 1473]
- notice-role: Secretário de Estado de Infraestrutura e Logística do Estado de Mato Grosso - SINFRA/MT: [22, 1007, 238, 1022]
- edital-paragraph: b) Os candidatos ou candidatas à Comissão de Ética jornalistas deverão ter no mínimo 6 (seis) anos de experiência profissional, com pelo menos dois anos de sindicalização e que não tenham sido ou que estejam respondendo processo com base no Código de Ética dos Jornalistas ou com base na Legislação Penal em vigor;: [21, 1704, 432, 1751]
- notice-role: Prefeito Municipal de Rondonópolis: [532, 738, 680, 749]
- notice-sinfra-edital-46: [14, 532, 246, 777]
- notice-fazenda-perdizes: [14, 1398, 439, 1453]
- notice-signature: Rondonópolis-MT, 04 de junho de 2025. Cláudio Ferreira de Souza: [471, 1049, 741, 1060]
- notice-uniao-do-sul: [14, 68, 246, 159]
- notice-signature: Rondonópolis-MT, 04 de junho de 2025. NICHOLAS ANDRÉ FERREIRA MARTINS: [462, 233, 750, 254]
- notice-body: FAZENDA PERDIZES EMPREENDIMENTOS AGRÍCOLAS LTDA, CNPJ nº 15.239.599/0001-09, torna público que requer a SEMA/MT-Secretaria de Estado de Meio Ambiente a Licença Prévia, Licença de Instalação e Licença de Operação, ambas de ampliação, para a atividade de Posto de Abastecimento – Tanque Aéreo, localizado na Fazenda Perdizes, zona rural do município de Porto dos Gaúchos/MT.: [20, 1405, 433, 1447]
- notice-title: PREFEITURA MUNICIPAL DE RONDOLÂNDIA EDITAL DE RESULTADO DE LICITAÇÃO DISPENSA DE LICITAÇÃO Nº. 033/2025 REFERENTE AO 2º ATO EMBASADO NO INCISO III "A", DO ART. 75, DA LEI 14.133/21.: [892, 1512, 1080, 1559]
- notice-title: GOVERNO DO ESTADO DE MATO GROSSO SINFRA - SECRETARIA DE ESTADO DE INFRAESTRUTURA E LOGÍSTICA AVISO DE REQUERIMENTO DE LICENÇA AMBIENTAL: [262, 248, 430, 285]
- notice-body: A Prefeitura Municipal de Araputanga-MT, através do gestora de dispensas de licitações e compras diretas, torna público aos interessados, que o julgamento do certame supracitado realizado no dia 26/05/2025, pela plataforma LICITANET, cujo objeto é a Contratação de empresa especializada na prestação de serviços de Arbitragem, para a realização dos Jogos Estudantis de Seleções Mato-Grossenses, em atendimento as demandas da Secretaria Municipal de Esporte e Lazer, resultou em vencedor a empresa: MARCELO FERNANDES SANTOS DE SOUZA, inscrita sob CNPJ n.º 47.645.840/0001-75, vencedora do item 1, totalizando o valor global de R$ 48.468,00 (quarenta e oito mil e quatrocentos e sessenta e oito reais). Informa aos interessados que os autos do certame ficam desde já disponíveis para exame de quaisquer interessados. Araputanga/MT, 04 de junho de 2025.: [778, 102, 1080, 193]
- govbr-signature-stamp: [242, 2010, 432, 2025]
- edital-paragraph: a) Os candidatos ou candidatas ao mandato de membros da Comissão de Ética deverão se inscrever, encaminhando a FICHA DE QUALIFICAÇÃO do candidato ou candidata para a COMISSÃO ELEITORAL DO SINDICATO DOS JORNALISTAS DE MATO GROSSO por email (mtsindjor@gmail.com) ou whatsapp (65 9903-4398) à COMISSÃO ELEITORAL, no período de 05 de junho até às 18h do dia 20 de junho de 2025;: [21, 1642, 432, 1701]
- notice-role: Agente de Contratação: [515, 1634, 587, 1642]
- notice-title: GOVERNO DO ESTADO DE MATO GROSSO SINFRA - SECRETARIA DE ESTADO DE INFRAESTRUTURA E LOGÍSTICA AVISO DE REQUERIMENTO DE LICENÇA AMBIENTAL: [262, 555, 430, 593]
- column-4: [772, 68, 1086, 1022]
- notice-body: A Secretaria de Estado de Infraestrutura e Logística (SINFRA-MT), torna público que requereu junto à Secretaria de Estado do Meio Ambiente (SEMA-MT) a Solicitação de Licença Ambiental Simplificada (LAS) e Autorização de Desmate (AD) da Construção da Obra de Ponte sobre o Rio Mutum - Trecho: Entr. BR-174 - MT 265. Código SRE: 473EMT0010 com extensão de 30m e largura de 8,80 m, no município de Pontes e Lacerda/MT.: [258, 286, 434, 363]
- notice-rondonopolis-ratificacao-37: [446, 397, 766, 754]
- govbr-caption: Documento assinado digitalmente: [284, 1965, 376, 1972]
- notice-agropecuaria-serra-azul: [446, 286, 766, 392]
- sindjor-logo-text: SINDJORMT: [101, 1479, 149, 1489]
- notice-body: LAVANDERIA SELF SERVICE JARDIM ATLÂNTICO LTDA, inscrita no CNPJ: 60.362.202/0001-05, torna público que requereu junto à Secretaria Municipal do Meio Ambiente, Agricultura e Pecuária – SEMMA-AP de Rondonópolis - MT a Licença Prévia (LP), Licença de Instalação (LI) e Licença de Operação (LO), para a atividade de Lavanderias, situado na R. Raimundo Correa, nº 12, Sala 05, no Bairro: Jardim Atlântico, CEP: 78735-679 – no Município de Rondonópolis - MT. Não foi determinado EIA/RIMA. HL ENGENHARIA. FONE: (66) 3495-0454.: [452, 1660, 650, 1777]
- signatory-name: MURILO GUSTAVO PRADO SOARES: [21, 1957, 187, 1969]
- masthead-left: [14, 12, 308, 46]
- sindicato-edital: [14, 1457, 439, 2042]
- notice-signature: Rondonópolis-MT, 03 de junho de 2025. Cláudio Ferreira de Souza: [794, 990, 1064, 1001]
- sindjor-logo-icon: [31, 1470, 91, 1514]
- signatory-row: [21, 1999, 432, 2037]
